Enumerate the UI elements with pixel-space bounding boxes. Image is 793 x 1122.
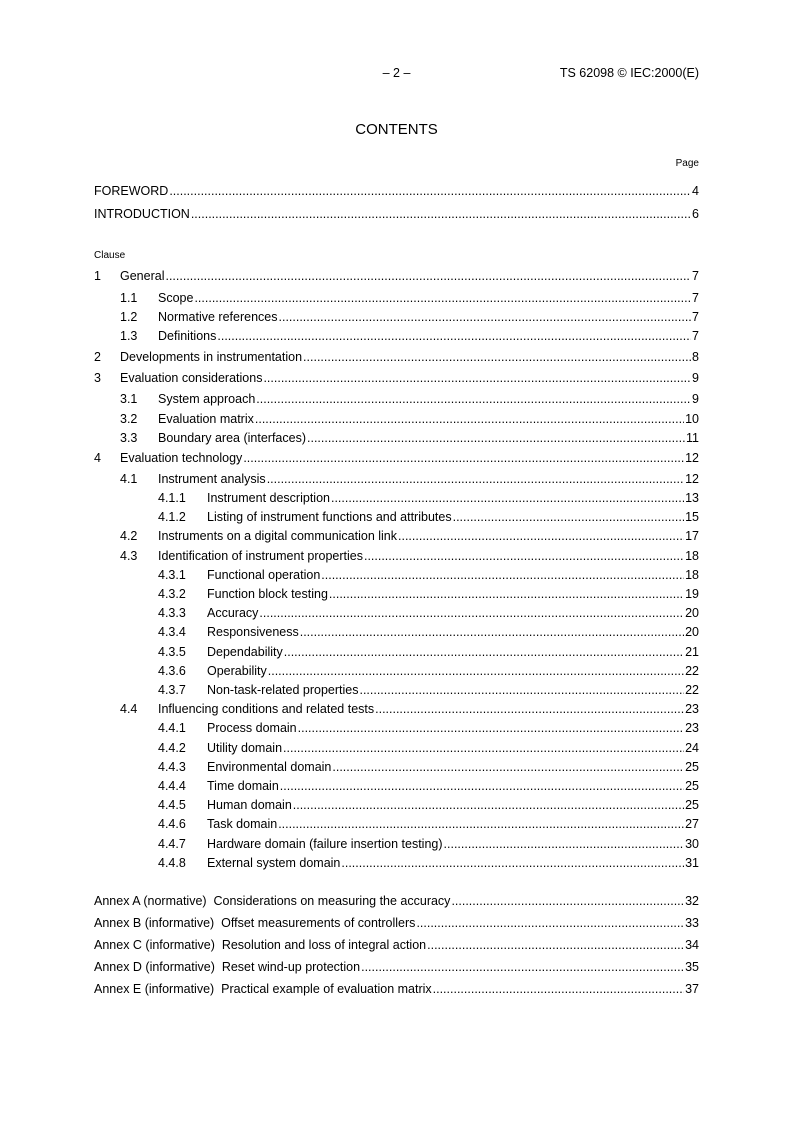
toc-entry-page: 12 <box>685 451 699 465</box>
toc-clause-entry[interactable] <box>94 682 699 698</box>
toc-clause-entry[interactable] <box>94 759 699 775</box>
toc-clause-entry[interactable] <box>94 509 699 525</box>
toc-entry-page: 7 <box>692 310 699 324</box>
toc-entry-number: 3.3 <box>120 431 138 445</box>
dot-leader <box>169 183 691 199</box>
toc-entry-page: 22 <box>685 664 699 678</box>
dot-leader <box>217 328 691 344</box>
toc-entry-page: 6 <box>692 207 699 221</box>
toc-entry-page: 25 <box>685 779 699 793</box>
toc-entry-page: 7 <box>692 269 699 283</box>
toc-clause-entry[interactable] <box>94 701 699 717</box>
toc-entry-title: Boundary area (interfaces) <box>158 431 306 445</box>
toc-entry-title: Annex B (informative) Offset measurements of controllers <box>94 916 416 930</box>
toc-entry-title: External system domain <box>207 856 341 870</box>
toc-entry-page: 22 <box>685 683 699 697</box>
dot-leader <box>416 915 684 931</box>
toc-entry-number: 4.3.7 <box>158 683 186 697</box>
toc-entry-page: 30 <box>685 837 699 851</box>
toc-entry-title: Annex C (informative) Resolution and loss of integral action <box>94 938 427 952</box>
toc-clause-entry[interactable] <box>94 816 699 832</box>
toc-entry-title: Identification of instrument properties <box>158 549 363 563</box>
dot-leader <box>453 509 685 525</box>
toc-entry-number: 3 <box>94 371 101 385</box>
toc-entry-title: Dependability <box>207 645 283 659</box>
toc-entry-title: Instruments on a digital communication link <box>158 529 398 543</box>
toc-entry-number: 4.4.1 <box>158 721 186 735</box>
toc-entry-title: Functional operation <box>207 568 321 582</box>
toc-entry-number: 4.3.4 <box>158 625 186 639</box>
toc-front-entry[interactable] <box>94 183 699 199</box>
dot-leader <box>283 740 684 756</box>
dot-leader <box>267 471 684 487</box>
toc-entry-number: 4.3.5 <box>158 645 186 659</box>
toc-entry-title: Annex D (informative) Reset wind-up protection <box>94 960 361 974</box>
toc-clause-entry[interactable] <box>94 471 699 487</box>
toc-clause-entry[interactable] <box>94 370 699 386</box>
toc-entry-page: 4 <box>692 184 699 198</box>
toc-entry-title: Task domain <box>207 817 278 831</box>
toc-entry-title: Operability <box>207 664 267 678</box>
dot-leader <box>165 268 691 284</box>
dot-leader <box>259 605 684 621</box>
toc-clause-entry[interactable] <box>94 349 699 365</box>
toc-entry-number: 4.3.3 <box>158 606 186 620</box>
toc-clause-entry[interactable] <box>94 528 699 544</box>
dot-leader <box>280 778 684 794</box>
dot-leader <box>191 206 691 222</box>
toc-entry-page: 20 <box>685 606 699 620</box>
dot-leader <box>243 450 684 466</box>
toc-entry-page: 34 <box>685 938 699 952</box>
toc-entry-number: 4.3.1 <box>158 568 186 582</box>
page-column-label: Page <box>675 158 699 169</box>
toc-entry-number: 4 <box>94 451 101 465</box>
toc-entry-number: 3.2 <box>120 412 138 426</box>
dot-leader <box>298 720 684 736</box>
toc-entry-title: FOREWORD <box>94 184 169 198</box>
dot-leader <box>398 528 684 544</box>
toc-entry-title: Process domain <box>207 721 297 735</box>
toc-clause-entry[interactable] <box>94 328 699 344</box>
toc-entry-title: Evaluation considerations <box>120 371 263 385</box>
toc-entry-title: Instrument analysis <box>158 472 266 486</box>
toc-entry-page: 11 <box>686 431 699 445</box>
dot-leader <box>263 370 691 386</box>
dot-leader <box>451 893 684 909</box>
toc-annex-entry[interactable] <box>94 959 699 975</box>
toc-entry-title: Utility domain <box>207 741 283 755</box>
toc-annex-entry[interactable] <box>94 937 699 953</box>
toc-entry-title: Hardware domain (failure insertion testing) <box>207 837 443 851</box>
dot-leader <box>300 624 684 640</box>
toc-entry-title: Annex A (normative) Considerations on measuring the accuracy <box>94 894 451 908</box>
toc-entry-page: 33 <box>685 916 699 930</box>
toc-entry-page: 9 <box>692 392 699 406</box>
toc-entry-number: 4.4.6 <box>158 817 186 831</box>
header-doc-reference: TS 62098 © IEC:2000(E) <box>559 66 699 80</box>
toc-entry-page: 37 <box>685 982 699 996</box>
dot-leader <box>255 411 684 427</box>
toc-entry-number: 1 <box>94 269 101 283</box>
dot-leader <box>321 567 684 583</box>
dot-leader <box>361 959 684 975</box>
toc-entry-number: 4.3.2 <box>158 587 186 601</box>
toc-entry-number: 4.1.1 <box>158 491 186 505</box>
dot-leader <box>331 490 684 506</box>
toc-entry-title: Evaluation matrix <box>158 412 254 426</box>
dot-leader <box>284 644 684 660</box>
toc-entry-page: 19 <box>685 587 699 601</box>
toc-entry-title: General <box>120 269 165 283</box>
toc-entry-title: Scope <box>158 291 194 305</box>
toc-clause-entry[interactable] <box>94 644 699 660</box>
toc-clause-entry[interactable] <box>94 567 699 583</box>
toc-entry-title: Definitions <box>158 329 217 343</box>
toc-entry-page: 25 <box>685 760 699 774</box>
toc-entry-page: 18 <box>685 549 699 563</box>
toc-entry-page: 27 <box>685 817 699 831</box>
toc-clause-entry[interactable] <box>94 490 699 506</box>
toc-entry-page: 15 <box>685 510 699 524</box>
toc-entry-page: 25 <box>685 798 699 812</box>
toc-entry-number: 4.4.7 <box>158 837 186 851</box>
toc-entry-title: Time domain <box>207 779 279 793</box>
toc-entry-page: 17 <box>685 529 699 543</box>
toc-clause-entry[interactable] <box>94 778 699 794</box>
toc-entry-number: 4.4.3 <box>158 760 186 774</box>
toc-entry-title: Normative references <box>158 310 278 324</box>
toc-entry-number: 3.1 <box>120 392 138 406</box>
toc-clause-entry[interactable] <box>94 450 699 466</box>
toc-entry-number: 4.4.4 <box>158 779 186 793</box>
dot-leader <box>303 349 691 365</box>
toc-entry-number: 4.1 <box>120 472 138 486</box>
toc-entry-number: 2 <box>94 350 101 364</box>
toc-entry-page: 31 <box>685 856 699 870</box>
toc-entry-page: 35 <box>685 960 699 974</box>
toc-entry-title: Evaluation technology <box>120 451 243 465</box>
toc-entry-title: Non-task-related properties <box>207 683 359 697</box>
toc-entry-title: Responsiveness <box>207 625 299 639</box>
dot-leader <box>329 586 684 602</box>
toc-clause-entry[interactable] <box>94 430 699 446</box>
dot-leader <box>194 290 691 306</box>
dot-leader <box>332 759 684 775</box>
toc-entry-number: 4.3 <box>120 549 138 563</box>
toc-entry-number: 1.3 <box>120 329 138 343</box>
toc-clause-entry[interactable] <box>94 720 699 736</box>
toc-clause-entry[interactable] <box>94 548 699 564</box>
dot-leader <box>375 701 684 717</box>
toc-entry-page: 21 <box>685 645 699 659</box>
toc-clause-entry[interactable] <box>94 740 699 756</box>
toc-entry-title: Human domain <box>207 798 292 812</box>
toc-entry-title: Annex E (informative) Practical example of evaluation matrix <box>94 982 432 996</box>
toc-entry-page: 32 <box>685 894 699 908</box>
toc-annex-entry[interactable] <box>94 893 699 909</box>
toc-clause-entry[interactable] <box>94 391 699 407</box>
toc-entry-title: Environmental domain <box>207 760 332 774</box>
toc-entry-number: 4.4 <box>120 702 138 716</box>
toc-entry-page: 9 <box>692 371 699 385</box>
toc-entry-page: 20 <box>685 625 699 639</box>
clause-column-label: Clause <box>94 250 126 261</box>
toc-annex-entry[interactable] <box>94 915 699 931</box>
dot-leader <box>278 816 684 832</box>
toc-entry-number: 1.2 <box>120 310 138 324</box>
dot-leader <box>293 797 684 813</box>
toc-entry-number: 4.4.8 <box>158 856 186 870</box>
toc-entry-page: 8 <box>692 350 699 364</box>
toc-entry-title: Function block testing <box>207 587 328 601</box>
contents-title: CONTENTS <box>355 121 438 138</box>
header-page-number: – 2 – <box>382 66 411 80</box>
toc-clause-entry[interactable] <box>94 290 699 306</box>
toc-clause-entry[interactable] <box>94 309 699 325</box>
toc-clause-entry[interactable] <box>94 605 699 621</box>
dot-leader <box>433 981 684 997</box>
toc-entry-page: 13 <box>685 491 699 505</box>
toc-entry-page: 24 <box>685 741 699 755</box>
toc-entry-page: 7 <box>692 329 699 343</box>
toc-entry-title: Instrument description <box>207 491 330 505</box>
toc-entry-page: 23 <box>685 702 699 716</box>
toc-entry-page: 10 <box>685 412 699 426</box>
toc-entry-title: Influencing conditions and related tests <box>158 702 375 716</box>
toc-entry-title: INTRODUCTION <box>94 207 190 221</box>
toc-entry-title: System approach <box>158 392 256 406</box>
toc-entry-page: 7 <box>692 291 699 305</box>
dot-leader <box>341 855 684 871</box>
toc-clause-entry[interactable] <box>94 663 699 679</box>
dot-leader <box>444 836 685 852</box>
dot-leader <box>359 682 684 698</box>
toc-entry-title: Accuracy <box>207 606 259 620</box>
toc-entry-number: 4.2 <box>120 529 138 543</box>
running-header <box>94 66 699 82</box>
toc-entry-number: 4.1.2 <box>158 510 186 524</box>
dot-leader <box>427 937 684 953</box>
toc-entry-number: 1.1 <box>120 291 138 305</box>
dot-leader <box>364 548 684 564</box>
dot-leader <box>256 391 691 407</box>
toc-entry-page: 18 <box>685 568 699 582</box>
toc-clause-entry[interactable] <box>94 836 699 852</box>
toc-annex-entry[interactable] <box>94 981 699 997</box>
toc-entry-page: 23 <box>685 721 699 735</box>
toc-entry-number: 4.4.5 <box>158 798 186 812</box>
dot-leader <box>279 309 692 325</box>
toc-entry-number: 4.3.6 <box>158 664 186 678</box>
dot-leader <box>307 430 685 446</box>
toc-clause-entry[interactable] <box>94 797 699 813</box>
toc-entry-title: Listing of instrument functions and attributes <box>207 510 452 524</box>
toc-entry-page: 12 <box>685 472 699 486</box>
toc-entry-number: 4.4.2 <box>158 741 186 755</box>
dot-leader <box>268 663 684 679</box>
toc-clause-entry[interactable] <box>94 624 699 640</box>
toc-clause-entry[interactable] <box>94 411 699 427</box>
toc-entry-title: Developments in instrumentation <box>120 350 303 364</box>
toc-front-entry[interactable] <box>94 206 699 222</box>
toc-clause-entry[interactable] <box>94 586 699 602</box>
toc-clause-entry[interactable] <box>94 855 699 871</box>
toc-clause-entry[interactable] <box>94 268 699 284</box>
